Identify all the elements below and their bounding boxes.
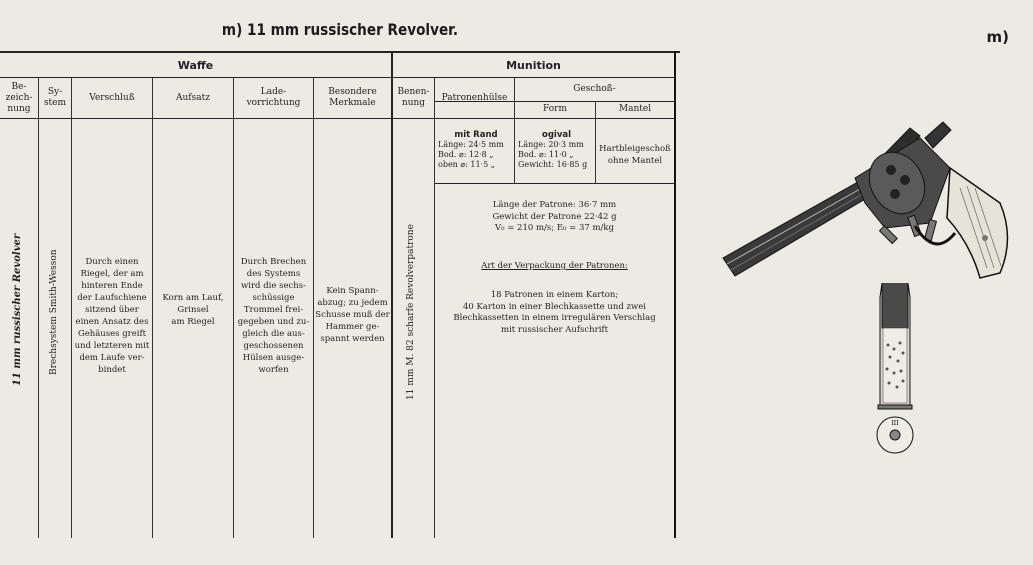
verpackung-heading: Art der Verpackung der Patronen:: [481, 261, 628, 271]
header-bottom-rule: [0, 118, 674, 119]
page-title: m) 11 mm russischer Revolver.: [221, 20, 459, 39]
cell-ladevorrichtung: Durch Brechen des Systems wird die sechs- schüssige Trommel frei- gegeben und zu- gleich die aus- geschossenen Hülsen ausge- worfen: [237, 257, 310, 375]
huelse-bottom-rule: [435, 183, 674, 184]
header-aufsatz: Aufsatz: [176, 92, 210, 103]
verpackung-line: mit russischer Aufschrift: [501, 324, 608, 335]
patrone-line: V₀ = 210 m/s; E₀ = 37 m/kg: [494, 223, 615, 233]
header-besondere-merkmale: Besondere Merkmale: [328, 87, 377, 108]
header-form: Form: [542, 104, 567, 114]
cell-bezeichnung: 11 mm russischer Revolver: [12, 233, 23, 387]
verpackung-line: 18 Patronen in einem Karton;: [490, 290, 619, 300]
header-munition: Munition: [506, 58, 561, 72]
header-waffe: Waffe: [177, 58, 214, 72]
patrone-line: Länge der Patrone: 36·7 mm: [492, 200, 617, 210]
cell-aufsatz: Korn am Lauf, Grinsel am Riegel: [162, 293, 224, 327]
header-bezeichnung: Be- zeich- nung: [5, 81, 33, 114]
verpackung-title: [435, 261, 674, 273]
cell-besondere-merkmale: Kein Spann- abzug; zu jedem Schusse muß der Hammer ge- spannt werden: [315, 286, 390, 344]
cartridge-illustration: [870, 283, 920, 458]
col-rule-1: [38, 78, 39, 538]
cell-benennung: 11 mm M. 82 scharfe Revolverpatrone: [406, 224, 416, 400]
cell-form: [518, 130, 595, 170]
form-line: Bod. ⌀: 11·0 „: [518, 150, 574, 159]
huelse-line: Bod. ⌀: 12·8 „: [438, 150, 494, 159]
patrone-data: [435, 200, 674, 235]
form-line: Gewicht: 16·85 g: [518, 160, 588, 169]
verpackung-line: 40 Karton in einer Blechkassette und zwei: [463, 301, 646, 312]
cell-mantel: Hartbleigeschoß ohne Mantel: [599, 144, 671, 166]
header-verschluss: Verschluß: [89, 92, 135, 103]
table-right-rule: [674, 51, 676, 538]
header-benennung: Benen- nung: [397, 87, 430, 108]
huelse-title: mit Rand: [454, 130, 498, 140]
verpackung-text: [435, 290, 674, 336]
patrone-line: Gewicht der Patrone 22·42 g: [492, 211, 617, 222]
header-ladevorrichtung: Lade- vorrichtung: [246, 87, 301, 108]
verpackung-line: Blechkassetten in einem irregulären Verschlag: [453, 313, 656, 323]
page-mark: m): [986, 28, 1009, 46]
base-stamp: III: [891, 420, 899, 427]
huelse-line: Länge: 24·5 mm: [438, 140, 504, 149]
form-line: Länge: 20·3 mm: [518, 140, 584, 149]
revolver-illustration: [715, 108, 1025, 288]
waffe-munition-rule: [391, 53, 393, 538]
huelse-line: oben ⌀: 11·5 „: [438, 160, 495, 169]
cell-system: Brechsystem Smith-Wesson: [49, 249, 59, 376]
header-mantel: Mantel: [618, 104, 652, 114]
header-patronenhuelse: Patronenhülse: [441, 92, 508, 103]
header-system: Sy- stem: [43, 87, 67, 108]
form-title: ogival: [541, 130, 572, 140]
header-geschoss: Geschoß-: [573, 84, 616, 94]
cell-verschluss: Durch einen Riegel, der am hinteren Ende der Laufschiene sitzend über einen Ansatz des Gehäuses greift und letzteren mit dem Laufe ver- bindet: [74, 257, 150, 375]
cell-patronenhuelse: [438, 130, 514, 170]
